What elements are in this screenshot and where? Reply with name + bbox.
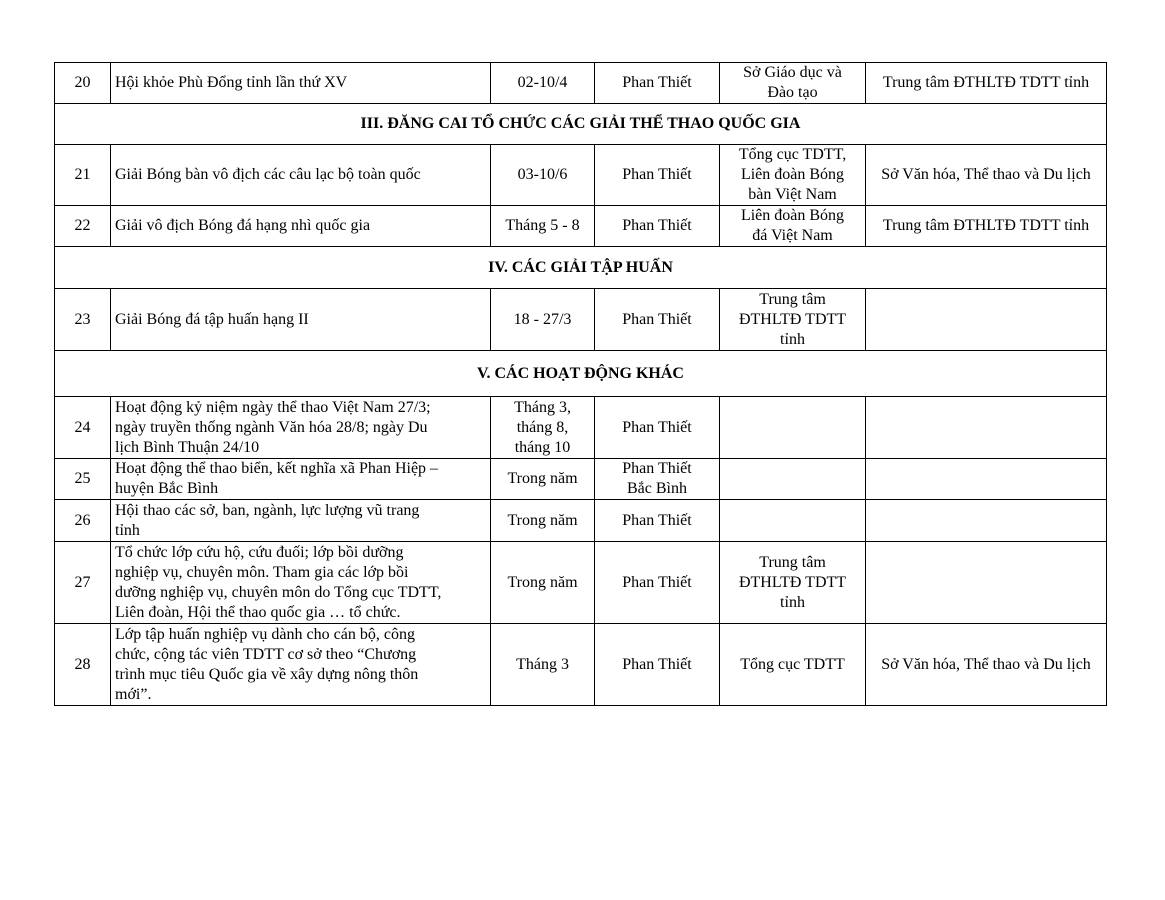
section-heading: V. CÁC HOẠT ĐỘNG KHÁC bbox=[55, 351, 1107, 397]
organizer-line: Đào tạo bbox=[767, 84, 818, 101]
event-name bbox=[111, 459, 491, 500]
schedule-table bbox=[54, 62, 1107, 706]
table-row bbox=[55, 542, 1107, 624]
table-row bbox=[55, 145, 1107, 206]
event-name-line: huyện Bắc Bình bbox=[115, 480, 219, 497]
organizer bbox=[720, 206, 866, 247]
event-name bbox=[111, 397, 491, 459]
event-place: Phan Thiết bbox=[595, 63, 720, 104]
event-time-line: tháng 8, bbox=[516, 418, 569, 436]
event-name-line: trình mục tiêu Quốc gia về xây dựng nông thôn bbox=[115, 665, 419, 683]
section-row bbox=[55, 104, 1107, 145]
row-number: 24 bbox=[55, 397, 111, 459]
event-place-line: Phan Thiết bbox=[622, 460, 692, 477]
event-time: 18 - 27/3 bbox=[491, 289, 595, 351]
organizer-line: Liên đoàn Bóng bbox=[740, 207, 845, 224]
organizer bbox=[720, 145, 866, 206]
coordinator: Trung tâm ĐTHLTĐ TDTT tỉnh bbox=[866, 206, 1107, 247]
organizer-line: Trung tâm bbox=[759, 553, 826, 571]
event-name-line: Hoạt động kỷ niệm ngày thể thao Việt Nam 27/3; bbox=[115, 398, 431, 416]
event-name bbox=[111, 624, 491, 706]
table-row bbox=[55, 397, 1107, 459]
section-row bbox=[55, 351, 1107, 397]
coordinator bbox=[866, 542, 1107, 624]
event-place: Phan Thiết bbox=[595, 624, 720, 706]
event-name-line: Lớp tập huấn nghiệp vụ dành cho cán bộ, công bbox=[115, 625, 415, 643]
row-number: 20 bbox=[55, 63, 111, 104]
organizer-line: tỉnh bbox=[780, 593, 805, 611]
organizer-line: Sở Giáo dục và bbox=[743, 64, 842, 81]
event-name-line: Liên đoàn, Hội thể thao quốc gia … tổ chức. bbox=[115, 603, 401, 621]
coordinator bbox=[866, 459, 1107, 500]
event-name-line: lịch Bình Thuận 24/10 bbox=[115, 438, 260, 456]
row-number: 23 bbox=[55, 289, 111, 351]
event-place: Phan Thiết bbox=[595, 397, 720, 459]
coordinator bbox=[866, 289, 1107, 351]
section-row bbox=[55, 247, 1107, 289]
event-time: Trong năm bbox=[491, 459, 595, 500]
event-name bbox=[111, 542, 491, 624]
row-number: 25 bbox=[55, 459, 111, 500]
organizer-line: ĐTHLTĐ TDTT bbox=[738, 310, 847, 328]
table-row bbox=[55, 624, 1107, 706]
event-time bbox=[491, 397, 595, 459]
coordinator: Sở Văn hóa, Thể thao và Du lịch bbox=[866, 145, 1107, 206]
event-name-line: chức, cộng tác viên TDTT cơ sở theo “Chương bbox=[115, 645, 417, 663]
event-name: Giải Bóng bàn vô địch các câu lạc bộ toàn quốc bbox=[111, 145, 491, 206]
organizer-line: Tổng cục TDTT, bbox=[738, 146, 847, 163]
event-name-line: dưỡng nghiệp vụ, chuyên môn do Tổng cục TDTT, bbox=[115, 583, 442, 601]
event-name-line: tỉnh bbox=[115, 521, 140, 539]
organizer bbox=[720, 63, 866, 104]
table-row bbox=[55, 289, 1107, 351]
event-name: Giải Bóng đá tập huấn hạng II bbox=[111, 289, 491, 351]
coordinator: Sở Văn hóa, Thể thao và Du lịch bbox=[866, 624, 1107, 706]
event-place: Phan Thiết bbox=[595, 289, 720, 351]
organizer-line: tỉnh bbox=[780, 330, 805, 348]
event-name-line: mới”. bbox=[115, 685, 152, 703]
coordinator: Trung tâm ĐTHLTĐ TDTT tỉnh bbox=[866, 63, 1107, 104]
event-place: Phan Thiết bbox=[595, 500, 720, 542]
section-heading: IV. CÁC GIẢI TẬP HUẤN bbox=[55, 247, 1107, 289]
organizer bbox=[720, 542, 866, 624]
event-time: Tháng 5 - 8 bbox=[491, 206, 595, 247]
table-row bbox=[55, 206, 1107, 247]
row-number: 27 bbox=[55, 542, 111, 624]
organizer-line: đá Việt Nam bbox=[752, 227, 833, 244]
event-place bbox=[595, 459, 720, 500]
event-time: 03-10/6 bbox=[491, 145, 595, 206]
event-time-line: tháng 10 bbox=[514, 438, 571, 456]
organizer-line: bàn Việt Nam bbox=[748, 186, 837, 203]
table-row bbox=[55, 63, 1107, 104]
row-number: 28 bbox=[55, 624, 111, 706]
organizer bbox=[720, 397, 866, 459]
coordinator bbox=[866, 500, 1107, 542]
event-place: Phan Thiết bbox=[595, 206, 720, 247]
event-name-line: nghiệp vụ, chuyên môn. Tham gia các lớp bồi bbox=[115, 563, 409, 581]
organizer-line: ĐTHLTĐ TDTT bbox=[738, 573, 847, 591]
event-name-line: ngày truyền thống ngành Văn hóa 28/8; ngày Du bbox=[115, 418, 428, 436]
row-number: 22 bbox=[55, 206, 111, 247]
event-place: Phan Thiết bbox=[595, 145, 720, 206]
row-number: 26 bbox=[55, 500, 111, 542]
organizer bbox=[720, 289, 866, 351]
organizer bbox=[720, 500, 866, 542]
event-name-line: Hội thao các sở, ban, ngành, lực lượng vũ trang bbox=[115, 501, 420, 519]
table-row bbox=[55, 459, 1107, 500]
event-time: Trong năm bbox=[491, 500, 595, 542]
event-time: Trong năm bbox=[491, 542, 595, 624]
event-time: 02-10/4 bbox=[491, 63, 595, 104]
event-name-line: Hoạt động thể thao biển, kết nghĩa xã Phan Hiệp – bbox=[115, 460, 439, 477]
event-name: Hội khỏe Phù Đổng tỉnh lần thứ XV bbox=[111, 63, 491, 104]
event-time: Tháng 3 bbox=[491, 624, 595, 706]
row-number: 21 bbox=[55, 145, 111, 206]
event-place-line: Bắc Bình bbox=[627, 480, 687, 497]
event-name-line: Tổ chức lớp cứu hộ, cứu đuối; lớp bồi dưỡng bbox=[115, 543, 404, 561]
event-name: Giải vô địch Bóng đá hạng nhì quốc gia bbox=[111, 206, 491, 247]
table-row bbox=[55, 500, 1107, 542]
event-time-line: Tháng 3, bbox=[514, 398, 571, 416]
organizer: Tổng cục TDTT bbox=[720, 624, 866, 706]
organizer bbox=[720, 459, 866, 500]
coordinator bbox=[866, 397, 1107, 459]
organizer-line: Liên đoàn Bóng bbox=[740, 166, 845, 183]
section-heading: III. ĐĂNG CAI TỔ CHỨC CÁC GIẢI THỂ THAO QUỐC GIA bbox=[55, 104, 1107, 145]
event-name bbox=[111, 500, 491, 542]
event-place: Phan Thiết bbox=[595, 542, 720, 624]
organizer-line: Trung tâm bbox=[759, 290, 826, 308]
